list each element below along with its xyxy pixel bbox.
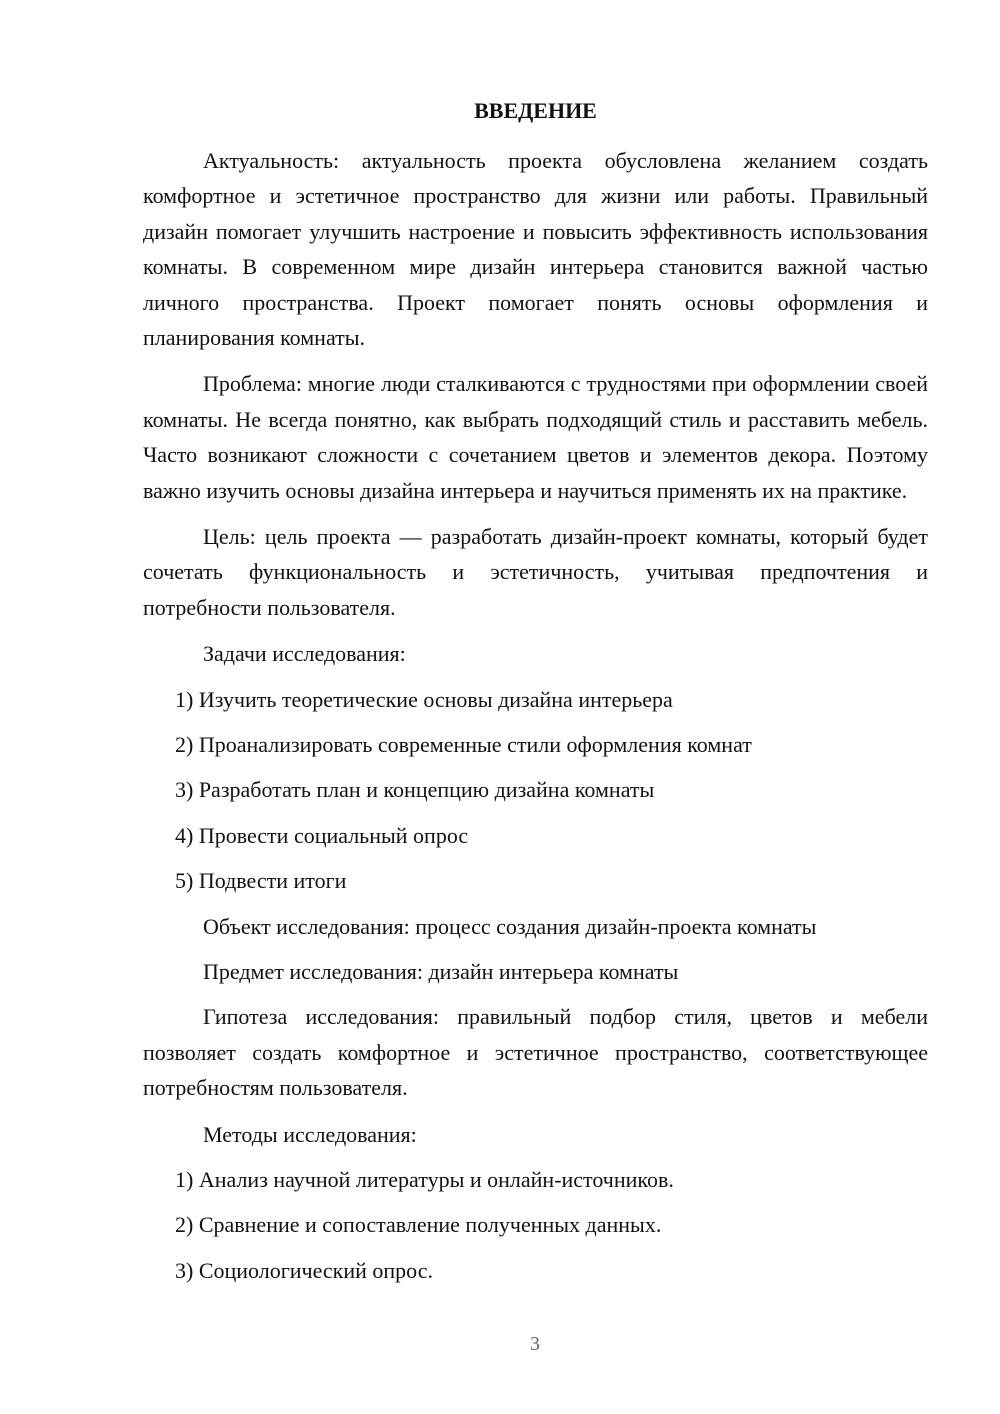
hypothesis-paragraph: Гипотеза исследования: правильный подбор стиля, цветов и мебели позволяет создать комфортное и эстетичное пространство, соответствующее потребностям пользователя.	[143, 1004, 928, 1101]
method-item: 2) Сравнение и сопоставление полученных данных.	[175, 1212, 662, 1238]
research-subject: Предмет исследования: дизайн интерьера комнаты	[203, 959, 679, 985]
relevance-paragraph: Актуальность: актуальность проекта обусловлена желанием создать комфортное и эстетичное пространство для жизни или работы. Правильный дизайн помогает улучшить настроение и повысить эффективность использования комнаты. В современном мире дизайн интерьера становится важной частью личного пространства. Проект помогает понять основы оформления и планирования комнаты.	[143, 148, 928, 351]
page-number: 3	[530, 1333, 540, 1355]
tasks-heading: Задачи исследования:	[203, 641, 406, 667]
goal-paragraph: Цель: цель проекта — разработать дизайн-проект комнаты, который будет сочетать функциональность и эстетичность, учитывая предпочтения и потребности пользователя.	[143, 524, 928, 620]
task-item: 5) Подвести итоги	[175, 868, 347, 894]
task-item: 2) Проанализировать современные стили оформления комнат	[175, 732, 752, 758]
method-item: 3) Социологический опрос.	[175, 1257, 433, 1283]
task-item: 1) Изучить теоретические основы дизайна интерьера	[175, 686, 673, 712]
research-object: Объект исследования: процесс создания дизайн-проекта комнаты	[203, 913, 817, 939]
method-item: 1) Анализ научной литературы и онлайн-источников.	[175, 1167, 674, 1193]
task-item: 4) Провести социальный опрос	[175, 822, 469, 848]
section-heading: ВВЕДЕНИЕ	[474, 98, 597, 123]
task-item: 3) Разработать план и концепцию дизайна комнаты	[175, 777, 655, 803]
page-content	[143, 96, 928, 1298]
methods-heading: Методы исследования:	[203, 1121, 417, 1147]
problem-paragraph: Проблема: многие люди сталкиваются с трудностями при оформлении своей комнаты. Не всегда понятно, как выбрать подходящий стиль и расставить мебель. Часто возникают сложности с сочетанием цветов и элементов декора. Поэтому важно изучить основы дизайна интерьера и научиться применять их на практике.	[143, 371, 928, 503]
